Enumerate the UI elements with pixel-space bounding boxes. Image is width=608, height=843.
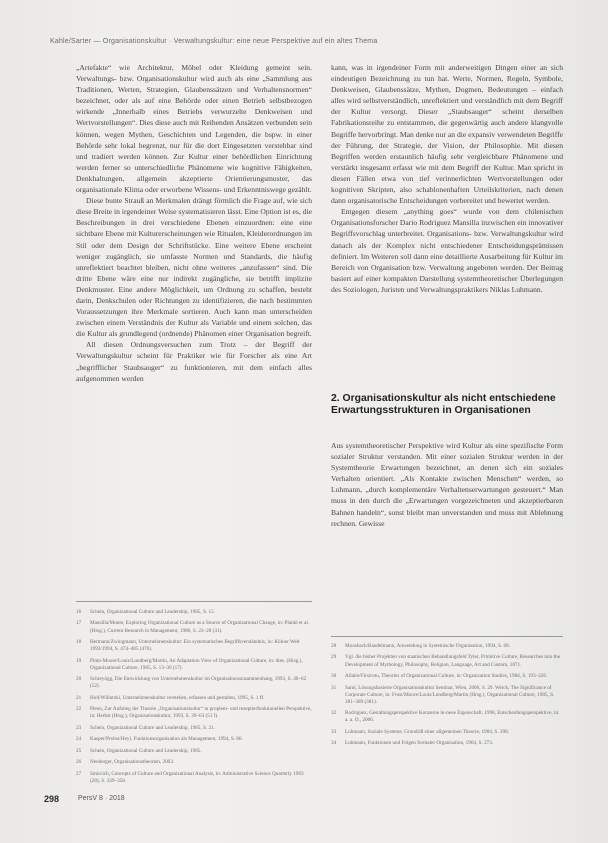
- paragraph: „Artefakte“ wie Architektur, Möbel oder Kleidung gemeint sein. Verwaltungs- bzw. Organisationskultur wird auch als eine „Sammlung aus Traditionen, Werten, Strategien, Glaubenssätzen und Verhaltensnormen“ bezeichnet, oder als auf eine Behörde oder einen Betrieb selbstbezogen wirkende „Innerhalb eines Betriebs verwurzelte Denkweisen und Wertvorstellungen“. Dies diese auch mit Reihenden Ansätzen verbunden sein können, wegen Mythen, Geschichten und Legenden, die bspw. in einer Behörde sehr lokal begrenzt, nur für die dort Eingesetzten verstehbar sind und tradiert werden können. Zur Kultur einer behördlichen Einrichtung werden ferner so unterschiedliche Phänomene wie kognitive Fähigkeiten, Denkhaltungen, allgemein akzeptierte Orientierungsmuster, das organisationale Klima oder erworbene Wissens- und Erkenntniswege gezählt.: [76, 63, 312, 195]
- journal-name: PersV 8 · 2018: [78, 795, 125, 802]
- paragraph: All diesen Ordnungsversuchen zum Trotz – der Begriff der Verwaltungskultur scheint für Praktiker wie für Forscher als eine Art „begrifflicher Staubsauger“ zu funktionieren, mit dem einfach alles aufgenommen werden: [76, 340, 312, 383]
- footnote: 24 Kasper/Probst/Heyl, Funktionsorganisation als Management, 1994, S. 86.: [76, 736, 243, 743]
- footnote: 23 Schein, Organizational Culture and Leadership, 1985, S. 21.: [76, 724, 215, 731]
- footnotes-right: [331, 643, 563, 752]
- footnote: 26 Neuberger, Organisationstheorien, 2003.: [76, 759, 175, 766]
- paragraph: Aus systemtheoretischer Perspektive wird Kultur als eine spezifische Form sozialer Struktur verstanden. Mit einer sozialen Struktur werden in der Systemtheorie Erwartungen bezeichnet, an denen sich ein soziales Verhalten orientiert. „Als Kontakte zwischen Menschen“ werden, so Luhmann, „durch komplementäre Verhaltenserwartungen gesteuert.“ Man muss in den durch die „Erwartungen vorgezeichneten und akzeptierbaren Bahnen handeln“, sonst bleibt man unverstanden und muss mit Ablehnung rechnen. Gewisse: [331, 441, 563, 528]
- footnote-divider-left: [76, 601, 312, 602]
- paragraph: kann, was in irgendeiner Form mit anderweitigen Dingen einer an sich eindeutigen Bezeichnung zu tun hat. Werte, Normen, Regeln, Symbole, Denkweisen, Glaubenssätze, Mythen, Dogmen, Bedeutungen – einfach alles wird selbstverständlich, unreflektiert und verständlich mit dem Begriff der Kultur versorgt. Dieser „Staubsauger“ scheint derselben Fabrikationsreihe zu entstammen, die gegenwärtig auch andere klangvolle Begriffe hervorbringt. Man denke nur an die expansiv verwendeten Begriffe der Führung, der Strategie, der Vision, der Philosophie. Mit diesen Begriffen werden erstaunlich häufig sehr vergleichbare Phänomene und verstärkt insgesamt erfasst wie mit dem Begriff der Kultur. Man spricht in diesen Fällen etwa von tief verinnerlichten Wertvorstellungen oder kognitiven Skripten, also schablonenhaften Urteilskriterien, nach denen dann organisatorische Entscheidungen vorbereitet und bewertet werden.: [331, 63, 563, 206]
- page-number: 298: [44, 794, 60, 804]
- section-heading: 2. Organisationskultur als nicht entschiedene Erwartungsstrukturen in Organisationen: [331, 393, 556, 417]
- footnote: 19 Pinto-Moore/Louis/Lundberg/Martin, An Adaptation View of Organizational Culture, in: dies. (Hrsg.), Organizational Culture, 1985, S. 13–30 (17).: [76, 657, 303, 671]
- footnote: 30 Allaire/Firsirotu, Theories of Organizational Culture, in: Organization Studies, 1984, S. 193–226.: [331, 673, 548, 680]
- footnote: 20 Schreyögg, Die Entwicklung von Unternehmenskultur im Organisationszusammenhang, 1993, S. 40–62 (52).: [76, 676, 307, 690]
- footnote: 16 Schein, Organizational Culture and Leadership, 1985, S. 15.: [76, 609, 215, 615]
- footnote: 29 Vgl. die bisher Projekten von staatischen Behandlungsfeld Tyler, Primitive Culture, Researches into the Development of Mythology, Philosophy, Religion, Language, Art and Custom, 1871.: [331, 654, 560, 668]
- footnote: 27 Smircich, Concepts of Culture and Organizational Analysis, in: Administrative Science Quarterly 1983 (28), S. 339–358.: [76, 770, 304, 784]
- footnote: 34 Luhmann, Funktionen und Folgen formaler Organisation, 1964, S. 273.: [331, 740, 494, 747]
- right-column-top: [331, 62, 563, 295]
- footnote: 21 Holl/Willutzki, Unternehmenskultur verstehen, erfassen und gestalten, 1995, S. 1 ff.: [76, 694, 265, 701]
- left-column: [76, 62, 312, 384]
- footnote: 25 Schein, Organizational Culture and Leadership, 1985.: [76, 747, 202, 754]
- footnote: 18 Hermann/Zwingmann, Unternehmenskultur: Ein systematisches Begriffsverständnis, in: Kölner Welt 1993/1994, S. 474–485 (476).: [76, 639, 300, 653]
- paragraph: Entgegen diesem „anything goes“ wurde von dem chilenischen Organisationsforscher Dario Rodriguez Mansilla inzwischen ein innovativer Begriffsvorschlag unterbreitet. Organisations- bzw. Verwaltungskultur wird danach als der Komplex nicht entschiedener Entscheidungsprämissen definiert. Im Weiteren soll dann eine detaillierte Ausarbeitung für Kultur im Bereich von Organisation bzw. Verwaltung angeboten werden. Der Beitrag basiert auf einer kompakten Darstellung systemtheoretischer Überlegungen des Soziologen, Juristen und Verwaltungspraktikers Niklas Luhmann.: [331, 207, 563, 294]
- footnote: 28 Moosbach/Baudelmann, Anwendung in Systemische Organisation, 1994, S. 68.: [331, 643, 511, 649]
- footnote: 33 Luhmann, Soziale Systeme, Grundriß einer allgemeinen Theorie, 1984, S. 398.: [331, 728, 509, 735]
- footnote: 22 Pleon, Zur Aufstieg der Theorie „Organisationskultur“ in proplem- und rezeptierfunktionellen Perspektive, in: Herbst (Hrsg.), Organisationskultur, 1993, S. 39–63 (51 f).: [76, 706, 312, 720]
- footnote: 17 Mansilla/Monte, Exploring Organizational Culture as a Source of Organizational Change, in: Plankl et al. (Hrsg.), Current Research in Management, 1986, S. 23–28 (31).: [76, 620, 310, 634]
- paragraph: Diese bunte Strauß an Merkmalen drängt förmlich die Frage auf, wie sich diese Breite in irgendeiner Weise systematisieren lässt. Eine Option ist es, die Beschreibungen in drei verschiedene Ebenen einzuordnen: eine eine sichtbare Ebene mit Kulturerscheinungen wie Ritualen, Kleiderordnungen im Stil oder dem Design der Schriftstücke. Eine weitere Ebene erscheint weniger zugänglich, sie umfasste Normen und Standards, die häufig unreflektiert beachtet bleiben, nicht ohne weiteres „anzufassen“ sind. Die dritte Ebene wäre eine nur indirekt zugängliche, sie betrifft implizite Denkmuster. Eine andere Möglichkeit, um Ordnung zu schaffen, besteht darin, Denkschulen oder Richtungen zu identifizieren, die nach bestimmten Voraussetzungen ihre Merkmale sortieren. Auch kann man unterscheiden zwischen einem Verständnis der Kultur als Variable und einem solchen, das die Kultur als grundlegend (ordnende) Phänomen einer Organisation begreift.: [76, 196, 312, 339]
- running-head: Kahle/Sarter — Organisationskultur · Verwaltungskultur: eine neue Perspektive auf ein altes Thema: [50, 38, 378, 45]
- right-column-bottom: [331, 440, 563, 529]
- footnote: 32 Rodriguez, Gestaltungsperspektive Konzerne in-neue Eigenschaft, 1998, Entscheidungsperspektive, in: a. a. O., 2006.: [331, 710, 560, 724]
- footnote-divider-right: [331, 636, 563, 637]
- footnotes-left: [76, 609, 312, 789]
- footnote: 31 Santi, Lösungsbasierte Organisationskultur Seminar, Wien, 2006, S. 29. Weick, The Significance of Corporate Culture, in: Frost/Moore/Louis/Lundberg/Martin (Hrsg.), Organizational Culture, 1985, S. 381–389 (381).: [331, 684, 555, 705]
